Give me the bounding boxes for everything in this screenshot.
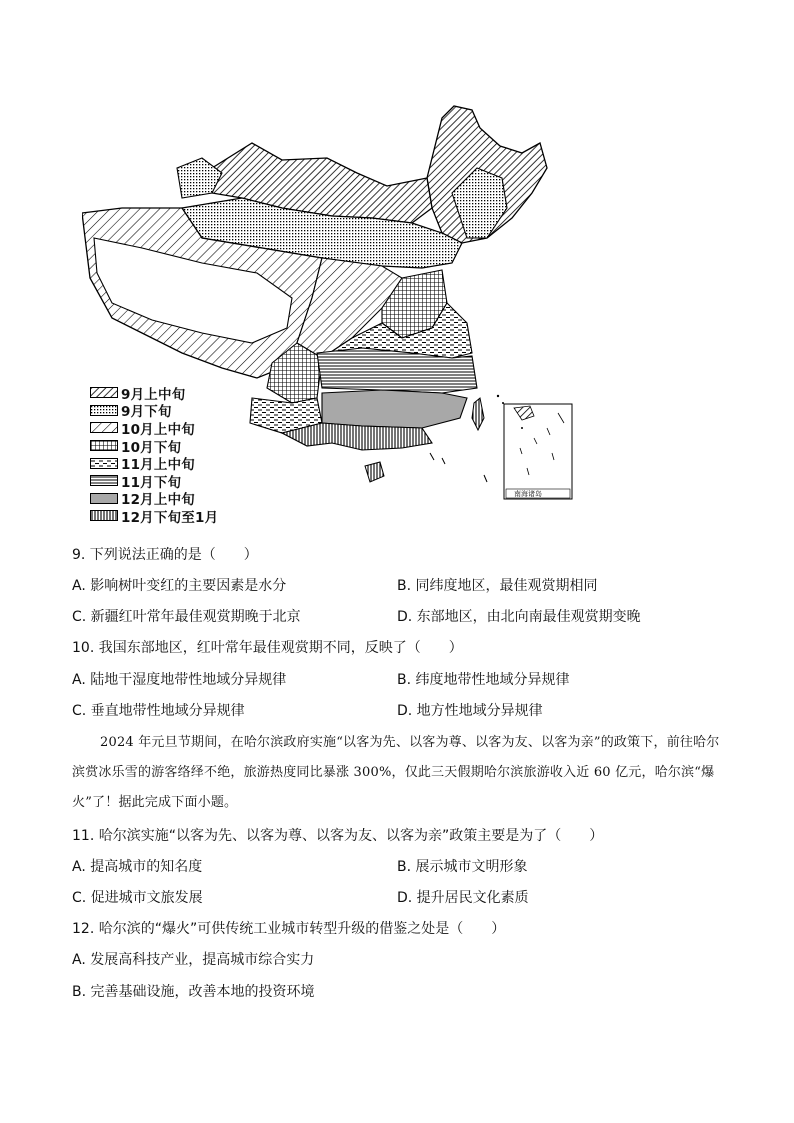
question-11-stem: 11. 哈尔滨实施“以客为先、以客为尊、以客为友、以客为亲”政策主要是为了（ ） (72, 828, 604, 844)
q10-option-a: A. 陆地干湿度地带性地域分异规律 (72, 672, 287, 688)
question-10-stem: 10. 我国东部地区，红叶常年最佳观赏期不同，反映了（ ） (72, 640, 463, 656)
q12-option-a: A. 发展高科技产业，提高城市综合实力 (72, 952, 315, 968)
question-9-stem: 9. 下列说法正确的是（ ） (72, 547, 258, 563)
q9-option-d: D. 东部地区，由北向南最佳观赏期变晚 (397, 609, 641, 625)
legend-label: 11月上中旬 (121, 457, 195, 474)
q10-option-d: D. 地方性地域分异规律 (397, 703, 543, 719)
legend-label: 9月上中旬 (121, 386, 186, 403)
legend-swatch (90, 493, 118, 504)
legend-label: 10月下旬 (121, 439, 182, 456)
q11-option-d: D. 提升居民文化素质 (397, 890, 529, 906)
legend-label: 10月上中旬 (121, 421, 195, 438)
hainan (365, 462, 384, 482)
legend-item (90, 419, 218, 437)
legend-item (90, 437, 218, 455)
south-sea-inset (504, 404, 572, 499)
q11-option-c: C. 促进城市文旅发展 (72, 890, 203, 906)
legend-swatch (90, 440, 118, 451)
reading-passage: 2024 年元旦节期间，在哈尔滨政府实施“以客为先、以客为尊、以客为友、以客为亲”的政策下，前往哈尔滨赏冰乐雪的游客络绎不绝，旅游热度同比暴涨 300%，仅此三天假期哈尔滨旅游收入近 60 亿元，哈尔滨“爆火”了！据此完成下面小题。 (72, 735, 720, 810)
region-gray (322, 390, 467, 428)
legend-item (90, 472, 218, 490)
legend-item (90, 454, 218, 472)
q10-option-b: B. 纬度地带性地域分异规律 (397, 672, 570, 688)
legend-swatch (90, 405, 118, 416)
q10-option-c: C. 垂直地带性地域分异规律 (72, 703, 245, 719)
q9-option-b: B. 同纬度地区，最佳观赏期相同 (397, 578, 598, 594)
legend-swatch (90, 387, 118, 398)
q12-option-b: B. 完善基础设施，改善本地的投资环境 (72, 984, 315, 1000)
q11-option-a: A. 提高城市的知名度 (72, 859, 203, 875)
legend-swatch (90, 510, 118, 521)
legend-item (90, 507, 218, 525)
legend-label: 12月上中旬 (121, 492, 195, 509)
inset-label: 南海诸岛 (514, 490, 542, 498)
legend-item (90, 384, 218, 402)
legend-label: 12月下旬至1月 (121, 509, 219, 526)
map-legend (90, 384, 218, 525)
legend-label: 11月下旬 (121, 474, 182, 491)
question-12-stem: 12. 哈尔滨的“爆火”可供传统工业城市转型升级的借鉴之处是（ ） (72, 921, 506, 937)
q9-option-c: C. 新疆红叶常年最佳观赏期晚于北京 (72, 609, 301, 625)
legend-item (90, 402, 218, 420)
legend-label: 9月下旬 (121, 404, 172, 421)
legend-swatch (90, 422, 118, 433)
legend-swatch (90, 458, 118, 469)
taiwan (472, 398, 484, 430)
region-vlines (282, 423, 432, 450)
legend-item (90, 490, 218, 508)
q11-option-b: B. 展示城市文明形象 (397, 859, 528, 875)
q9-option-a: A. 影响树叶变红的主要因素是水分 (72, 578, 287, 594)
legend-swatch (90, 475, 118, 486)
